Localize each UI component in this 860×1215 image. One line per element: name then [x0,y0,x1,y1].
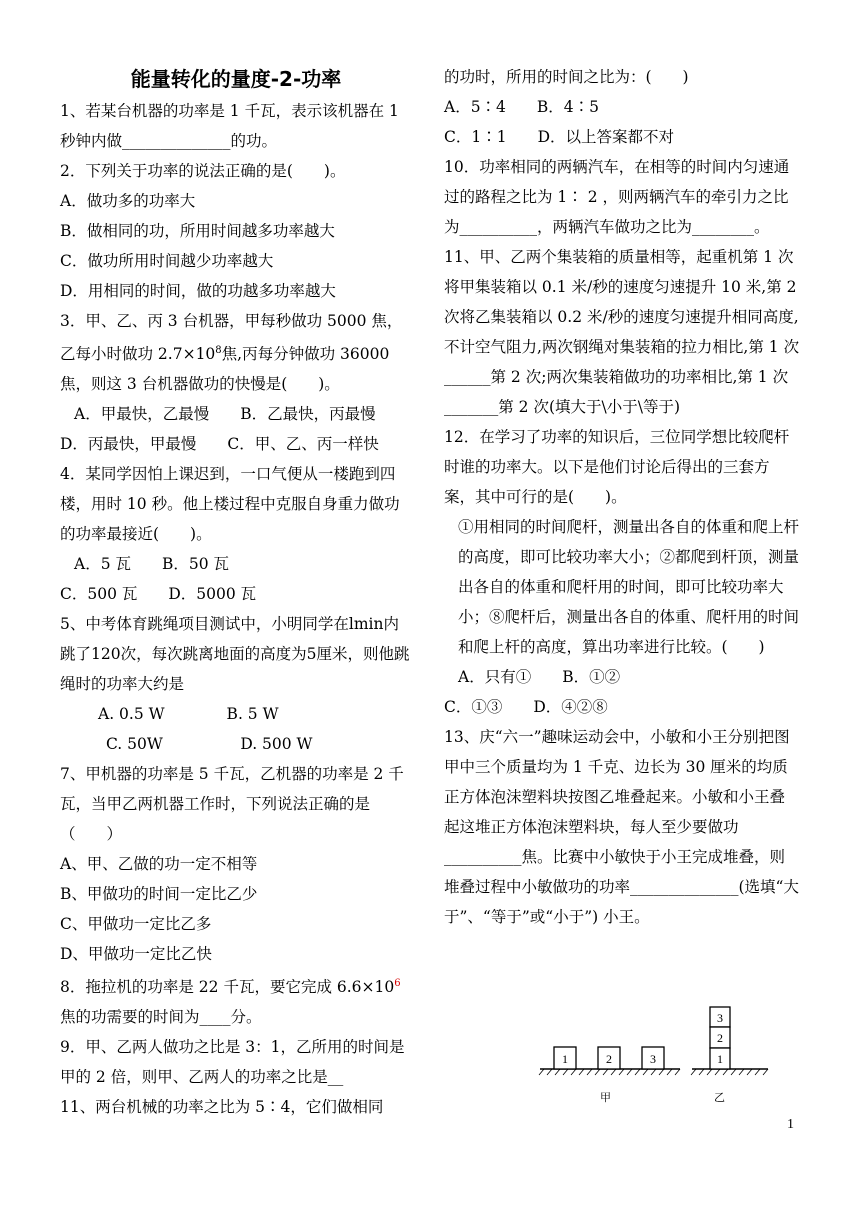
question-4-options-cd: C．500 瓦 D．5000 瓦 [60,585,257,604]
question-3-options-ab: A．甲最快，乙最慢 B．乙最快，丙最慢 [74,405,376,424]
question-2: 2．下列关于功率的说法正确的是( )。 [60,162,346,180]
question-13: 13、庆“六一”趣味运动会中，小敏和小王分别把图甲中三个质量均为 1 千克、边长为 30 厘米的均质正方体泡沫塑料块按图乙堆叠起来。小敏和小王叠起这堆正方体泡沫塑料块，每人至少要做功__________焦。比赛中小敏快于小王完成堆叠，则堆叠过程中小敏做功的功率______________(选填“大于”、“等于”或“小于”) 小王。 [444,728,799,926]
question-3-text-b: 焦,丙每分钟做功 36000 焦，则这 3 台机器做功的快慢是( )。 [60,345,390,394]
question-12-options-cd: C．①③ D．④②⑧ [444,698,608,716]
question-8-text-a: 8．拖拉机的功率是 22 千瓦，要它完成 6.6×10 [60,978,395,997]
left-column [60,62,412,1122]
question-5-options-ab: A. 0.5 W B. 5 W [98,705,279,724]
question-7-option-b: B、甲做功的时间一定比乙少 [60,885,258,904]
question-2-option-a: A．做功多的功率大 [60,192,196,210]
question-11a-end: 的功时，所用的时间之比为：( ) [444,68,689,86]
right-column [444,62,800,932]
page-title: 能量转化的量度-2-功率 [130,67,342,91]
question-7-option-d: D、甲做功一定比乙快 [60,945,212,964]
figure-label-b: 乙 [714,1091,725,1104]
block-b-middle-label: 2 [717,1031,723,1045]
block-a-1-label: 1 [562,1052,568,1066]
question-5-options-cd: C. 50W D. 500 W [106,735,313,754]
question-7-option-c: C、甲做功一定比乙多 [60,915,212,934]
block-b-top-label: 3 [717,1011,723,1025]
stacking-blocks-figure [538,1005,770,1117]
figure-label-a: 甲 [600,1091,611,1104]
question-3 [60,306,412,399]
question-11a-start: 11、两台机械的功率之比为 5∶4，它们做相同 [60,1098,384,1117]
question-2-option-c: C．做功所用时间越少功率越大 [60,252,274,270]
block-b-bottom-label: 1 [717,1052,723,1066]
question-5: 5、中考体育跳绳项目测试中，小明同学在lmin内跳了120次，每次跳离地面的高度为5厘米，则他跳绳时的功率大约是 [60,615,410,694]
question-12-body: ①用相同的时间爬杆，测量出各自的体重和爬上杆的高度，即可比较功率大小；②都爬到杆顶，测量出各自的体重和爬杆用的时间，即可比较功率大小；⑧爬杆后，测量出各自的体重、爬杆用的时间和爬上杆的高度，算出功率进行比较。( ) [458,518,800,656]
question-10: 10．功率相同的两辆汽车，在相等的时间内匀速通过的路程之比为 1∶ 2 ，则两辆汽车的牵引力之比为__________，两辆汽车做功之比为________。 [444,158,790,236]
question-4-options-ab: A．5 瓦 B．50 瓦 [74,555,230,574]
block-a-2-label: 2 [606,1052,612,1066]
question-2-option-b: B．做相同的功，所用时间越多功率越大 [60,222,335,240]
question-2-option-d: D．用相同的时间，做的功越多功率越大 [60,282,336,300]
question-8-exponent: 6 [394,978,401,990]
question-7-option-a: A、甲、乙做的功一定不相等 [60,855,258,874]
question-3-text-a: 3．甲、乙、丙 3 台机器，甲每秒做功 5000 焦，乙每小时做功 2.7×10 [60,312,403,364]
question-11b: 11、甲、乙两个集装箱的质量相等，起重机第 1 次将甲集装箱以 0.1 米/秒的速度匀速提升 10 米,第 2 次将乙集装箱以 0.2 米/秒的速度匀速提升相同高度,不计空气阻力,两次钢绳对集装箱的拉力相比,第 1 次______第 2 次;两次集装箱做功的功率相比,第 1 次_______第 2 次(填大于\小于\等于) [444,248,800,416]
question-7: 7、甲机器的功率是 5 千瓦，乙机器的功率是 2 千瓦，当甲乙两机器工作时，下列说法正确的是（ ） [60,765,404,844]
block-a-3-label: 3 [650,1052,656,1066]
question-3-exponent: 8 [215,345,222,356]
question-8-text-b: 焦的功需要的时间为____分。 [60,1008,262,1027]
question-11a-options-cd: C．1∶1 D．以上答案都不对 [444,128,675,146]
question-4: 4．某同学因怕上课迟到，一口气便从一楼跑到四楼，用时 10 秒。他上楼过程中克服自身重力做功的功率最接近( )。 [60,465,400,544]
question-12-options-ab: A．只有① B．①② [458,668,621,686]
question-8 [60,969,412,1032]
question-3-options-cd: D．丙最快，甲最慢 C．甲、乙、丙一样快 [60,435,379,454]
question-12: 12．在学习了功率的知识后，三位同学想比较爬杆时谁的功率大。以下是他们讨论后得出的三套方案，其中可行的是( )。 [444,428,790,506]
question-9: 9．甲、乙两人做功之比是 3：1，乙所用的时间是甲的 2 倍，则甲、乙两人的功率之比是__ [60,1038,405,1087]
question-11a-options-ab: A．5∶4 B．4∶5 [444,98,600,116]
question-1: 1、若某台机器的功率是 1 千瓦，表示该机器在 1 秒钟内做______________的功。 [60,102,399,150]
page-number: 1 [787,1117,794,1132]
